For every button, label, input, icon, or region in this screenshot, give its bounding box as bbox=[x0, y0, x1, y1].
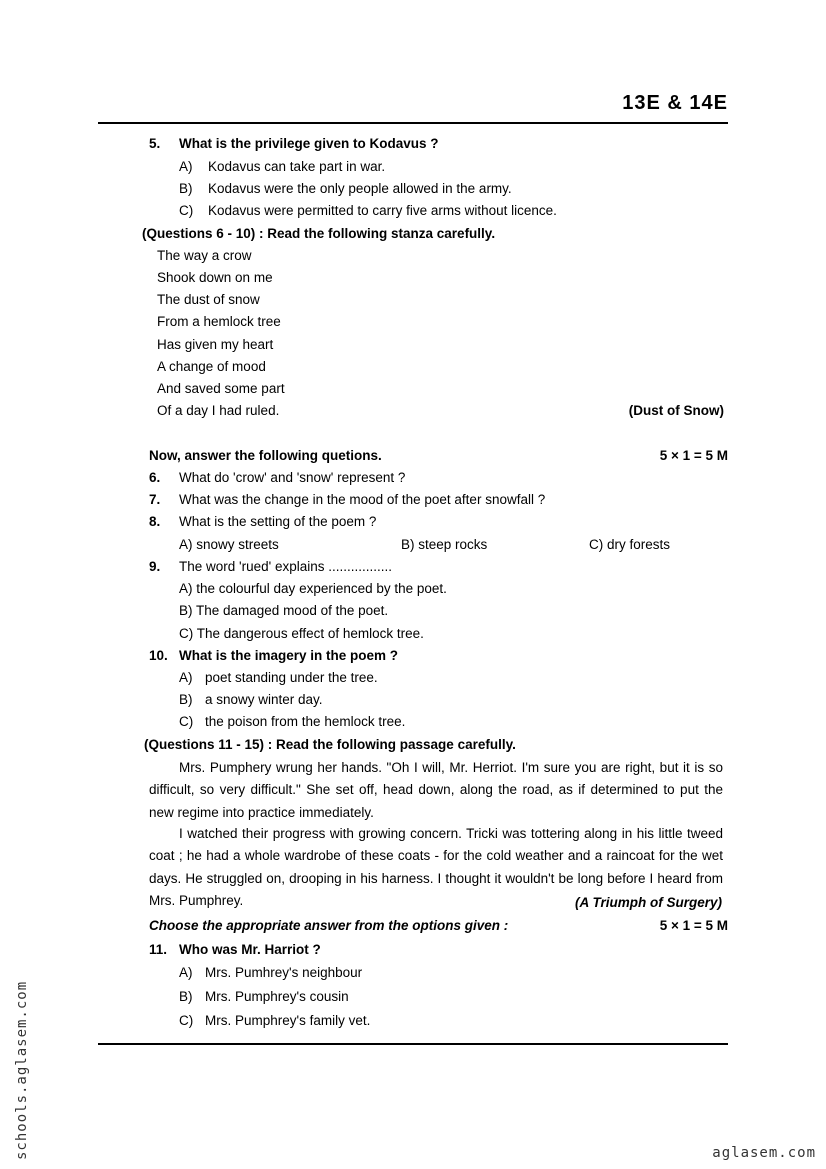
option-label: A) bbox=[179, 670, 193, 685]
option-text: Mrs. Pumphrey's cousin bbox=[205, 989, 349, 1004]
question-text: What is the setting of the poem ? bbox=[179, 514, 377, 529]
question-number: 6. bbox=[149, 470, 161, 485]
option-label: C) bbox=[179, 1013, 194, 1028]
question-number: 9. bbox=[149, 559, 161, 574]
stanza-line: Has given my heart bbox=[157, 337, 274, 352]
marks: 5 × 1 = 5 M bbox=[659, 918, 728, 933]
option: B) steep rocks bbox=[401, 537, 488, 552]
question-number: 7. bbox=[149, 492, 161, 507]
stanza-line: From a hemlock tree bbox=[157, 314, 281, 329]
question-number: 5. bbox=[149, 136, 161, 151]
question-text: The word 'rued' explains ................. bbox=[179, 559, 392, 574]
poem-source: (Dust of Snow) bbox=[628, 403, 724, 418]
option-text: a snowy winter day. bbox=[205, 692, 323, 707]
option-text: Mrs. Pumphrey's family vet. bbox=[205, 1013, 371, 1028]
option: A) the colourful day experienced by the poet. bbox=[179, 581, 447, 596]
question-text: Who was Mr. Harriot ? bbox=[179, 942, 321, 957]
footer-watermark: aglasem.com bbox=[712, 1145, 816, 1161]
instruction: Choose the appropriate answer from the options given : bbox=[149, 918, 509, 933]
marks: 5 × 1 = 5 M bbox=[659, 448, 728, 463]
question-text: What was the change in the mood of the poet after snowfall ? bbox=[179, 492, 546, 507]
option-text: Kodavus were permitted to carry five arms without licence. bbox=[208, 203, 557, 218]
stanza-line: And saved some part bbox=[157, 381, 285, 396]
stanza-line: Of a day I had ruled. bbox=[157, 403, 280, 418]
bottom-rule bbox=[98, 1043, 728, 1045]
paper-code-header: 13E & 14E bbox=[622, 92, 728, 114]
option-text: Kodavus were the only people allowed in the army. bbox=[208, 181, 512, 196]
question-text: What do 'crow' and 'snow' represent ? bbox=[179, 470, 406, 485]
option-text: poet standing under the tree. bbox=[205, 670, 378, 685]
option: B) The damaged mood of the poet. bbox=[179, 603, 389, 618]
passage-source: (A Triumph of Surgery) bbox=[574, 895, 722, 910]
passage-paragraph: I watched their progress with growing concern. Tricki was tottering along in his little tweed coat ; he had a whole wardrobe of these coats - for the cold weather and a raincoat for the wet days. He struggled on, drooping in his harness. I thought it wouldn't be long before I heard from Mrs. Pumphrey. bbox=[149, 826, 723, 909]
option-label: C) bbox=[179, 714, 194, 729]
stanza-line: A change of mood bbox=[157, 359, 266, 374]
question-number: 8. bbox=[149, 514, 161, 529]
option-label: C) bbox=[179, 203, 194, 218]
option: C) dry forests bbox=[589, 537, 671, 552]
option: A) snowy streets bbox=[179, 537, 279, 552]
stanza-line: The way a crow bbox=[157, 248, 252, 263]
top-rule bbox=[98, 122, 728, 124]
option-label: B) bbox=[179, 692, 193, 707]
option-label: A) bbox=[179, 159, 193, 174]
side-watermark: schools.aglasem.com bbox=[14, 980, 30, 1160]
question-text: What is the privilege given to Kodavus ? bbox=[179, 136, 439, 151]
question-text: What is the imagery in the poem ? bbox=[179, 648, 399, 663]
option-text: Mrs. Pumhrey's neighbour bbox=[205, 965, 363, 980]
option-label: A) bbox=[179, 965, 193, 980]
option-label: B) bbox=[179, 989, 193, 1004]
stanza-line: The dust of snow bbox=[157, 292, 260, 307]
stanza-line: Shook down on me bbox=[157, 270, 273, 285]
instruction: Now, answer the following quetions. bbox=[149, 448, 382, 463]
section-heading: (Questions 6 - 10) : Read the following stanza carefully. bbox=[142, 226, 496, 241]
section-heading: (Questions 11 - 15) : Read the following passage carefully. bbox=[144, 737, 516, 752]
option: C) The dangerous effect of hemlock tree. bbox=[179, 626, 424, 641]
question-number: 10. bbox=[149, 648, 168, 663]
option-text: Kodavus can take part in war. bbox=[208, 159, 386, 174]
option-label: B) bbox=[179, 181, 193, 196]
question-number: 11. bbox=[149, 942, 168, 957]
passage-paragraph: Mrs. Pumphery wrung her hands. "Oh I will, Mr. Herriot. I'm sure you are right, but it is so difficult, so very difficult." She set off, head down, along the road, as if determined to put the new regime into practice immediately. bbox=[149, 760, 723, 820]
option-text: the poison from the hemlock tree. bbox=[205, 714, 406, 729]
